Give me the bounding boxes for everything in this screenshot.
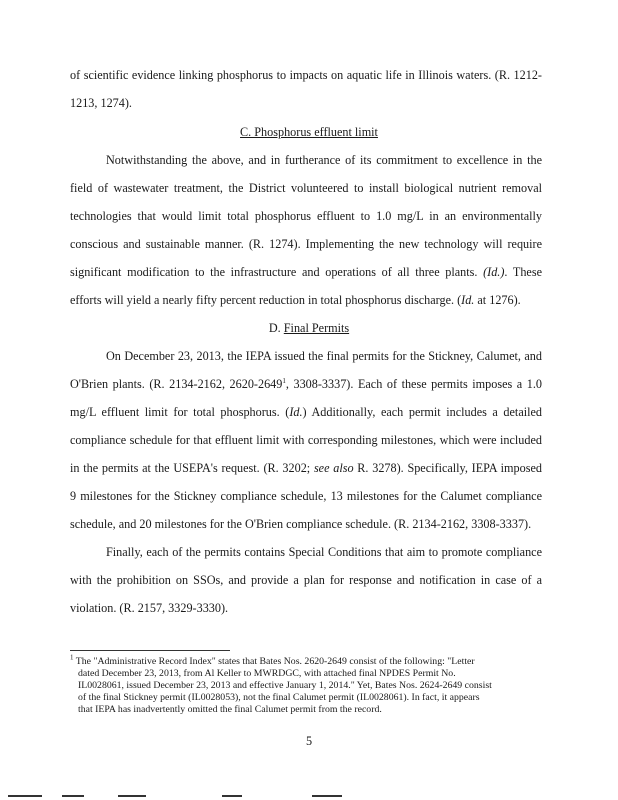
footnote-line-1 <box>70 653 542 668</box>
footnote-line-3: IL0028061, issued December 23, 2013 and effective January 1, 2014." Yet, Bates Nos. 2624-2649 consist <box>78 680 492 691</box>
footnote-line-4: of the final Stickney permit (IL0028053), not the final Calumet permit (IL0028061). In fact, it appears <box>78 692 480 703</box>
body-line-12: compliance schedule for that effluent limit with corresponding milestones, which were included <box>70 433 542 447</box>
body-line-10-tail: , 3308-3337). Each of these permits imposes a 1.0 <box>285 377 542 391</box>
scan-mark <box>118 795 146 797</box>
scan-mark <box>222 795 242 797</box>
body-line-3: Notwithstanding the above, and in furtherance of its commitment to excellence in the <box>106 153 542 167</box>
section-heading-phosphorus <box>0 125 618 139</box>
id-citation: Id. <box>461 293 475 307</box>
body-line-1: of scientific evidence linking phosphorus to impacts on aquatic life in Illinois waters. (R. 1212- <box>70 68 542 82</box>
body-line-6: conscious and sustainable manner. (R. 1274). Implementing the new technology will require <box>70 237 542 251</box>
body-line-10-text: O'Brien plants. (R. 2134-2162, 2620-2649 <box>70 377 283 391</box>
id-citation: Id. <box>289 405 303 419</box>
body-line-17: with the prohibition on SSOs, and provide a plan for response and notification in case of a <box>70 573 542 587</box>
footnote-reference: 1 <box>282 376 286 385</box>
see-also-signal: see also <box>313 461 354 475</box>
heading-permits-label: Final Permits <box>283 321 350 335</box>
body-line-7-text: significant modification to the infrastructure and operations of all three plants. <box>70 265 484 279</box>
id-citation: (Id.) <box>483 265 505 279</box>
body-line-11-text: mg/L effluent limit for total phosphorus. ( <box>70 405 290 419</box>
scan-mark <box>62 795 84 797</box>
heading-permits-prefix: D. <box>268 321 284 335</box>
body-line-7 <box>70 265 542 279</box>
page-number: 5 <box>305 734 313 748</box>
section-heading-final-permits <box>0 321 618 335</box>
body-line-18: violation. (R. 2157, 3329-3330). <box>70 601 229 615</box>
body-line-4: field of wastewater treatment, the District volunteered to install biological nutrient removal <box>70 181 542 195</box>
body-line-13-text: in the permits at the USEPA's request. (R. 3202; <box>70 461 314 475</box>
body-line-14: 9 milestones for the Stickney compliance schedule, 13 milestones for the Calumet compliance <box>70 489 542 503</box>
footnote-line-1-text: The "Administrative Record Index" states that Bates Nos. 2620-2649 consist of the following: "Letter <box>73 656 475 667</box>
body-line-8 <box>70 293 542 307</box>
footnote-line-5: that IEPA has inadvertently omitted the final Calumet permit from the record. <box>78 704 382 715</box>
heading-phosphorus-text: C. Phosphorus effluent limit <box>240 125 378 139</box>
body-line-11-tail: ) Additionally, each permit includes a detailed <box>302 405 542 419</box>
body-line-11 <box>70 405 542 419</box>
footnote-mark: 1 <box>70 653 74 662</box>
body-line-8-text: efforts will yield a nearly fifty percent reduction in total phosphorus discharge. ( <box>70 293 462 307</box>
body-line-9: On December 23, 2013, the IEPA issued the final permits for the Stickney, Calumet, and <box>106 349 542 363</box>
body-line-7-tail: . These <box>504 265 542 279</box>
body-line-16: Finally, each of the permits contains Special Conditions that aim to promote compliance <box>106 545 542 559</box>
scan-mark <box>312 795 342 797</box>
footnote-separator <box>70 650 230 651</box>
body-line-8-tail: at 1276). <box>474 293 521 307</box>
body-line-5: technologies that would limit total phosphorus effluent to 1.0 mg/L in an environmentally <box>70 209 542 223</box>
body-line-15: schedule, and 20 milestones for the O'Brien compliance schedule. (R. 2134-2162, 3308-3337). <box>70 517 532 531</box>
body-line-10 <box>70 377 542 391</box>
footnote-line-2: dated December 23, 2013, from Al Keller to MWRDGC, with attached final NPDES Permit No. <box>78 668 456 679</box>
body-line-2: 1213, 1274). <box>70 96 132 110</box>
body-line-13 <box>70 461 542 475</box>
scan-mark <box>8 795 42 797</box>
body-line-13-tail: R. 3278). Specifically, IEPA imposed <box>353 461 542 475</box>
